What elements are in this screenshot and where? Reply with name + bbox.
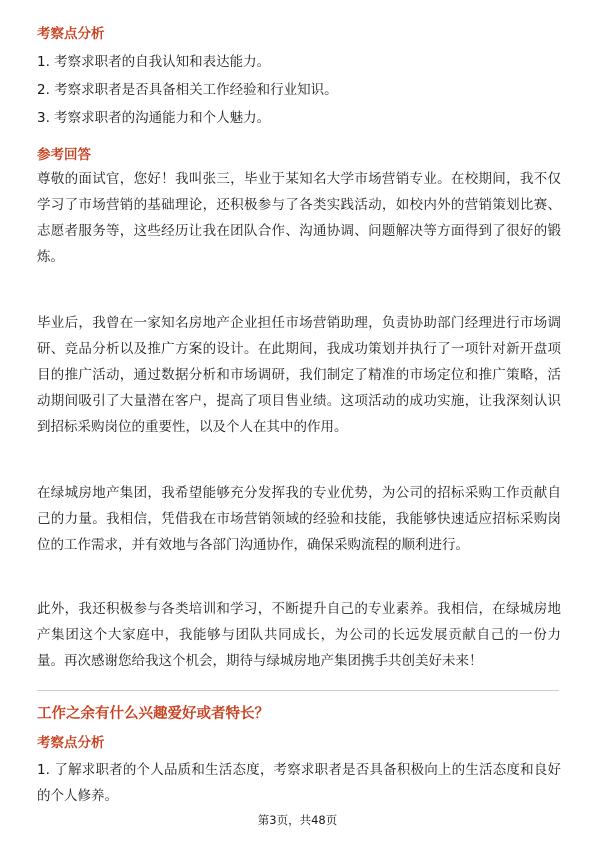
- answer-paragraph: 毕业后，我曾在一家知名房地产企业担任市场营销助理，负责协助部门经理进行市场调研、竞品分析以及推广方案的设计。在此期间，我成功策划并执行了一项针对新开盘项目的推广活动，通过数据分析和市场调研，我们制定了精准的市场定位和推广策略，活动期间吸引了大量潜在客户，提高了项目售业绩。这项活动的成功实施，让我深刻认识到招标采购岗位的重要性，以及个人在其中的作用。: [37, 315, 561, 435]
- list-item: 3. 考察求职者的沟通能力和个人魅力。: [37, 110, 271, 126]
- analysis-label: 考察点分析: [37, 26, 105, 42]
- answer-paragraph: 此外，我还积极参与各类培训和学习，不断提升自己的专业素养。我相信，在绿城房地产集团这个大家庭中，我能够与团队共同成长，为公司的长远发展贡献自己的一份力量。再次感谢您给我这个机会，期待与绿城房地产集团携手共创美好未来！: [37, 601, 561, 669]
- question-heading: 工作之余有什么兴趣爱好或者特长？: [37, 706, 269, 722]
- list-item: 1. 了解求职者的个人品质和生活态度，考察求职者是否具备积极向上的生活态度和良好的个人修养。: [37, 762, 561, 804]
- answer-label: 参考回答: [37, 147, 91, 163]
- list-item: 1. 考察求职者的自我认知和表达能力。: [37, 54, 271, 70]
- answer-paragraph: 在绿城房地产集团，我希望能够充分发挥我的专业优势，为公司的招标采购工作贡献自己的力量。我相信，凭借我在市场营销领域的经验和技能，我能够快速适应招标采购岗位的工作需求，并有效地与各部门沟通协作，确保采购流程的顺利进行。: [37, 485, 561, 553]
- page-number: 第3页，共48页: [257, 813, 338, 827]
- list-item: 2. 考察求职者是否具备相关工作经验和行业知识。: [37, 82, 338, 98]
- section-divider: [37, 690, 559, 691]
- answer-paragraph: 尊敬的面试官，您好！我叫张三，毕业于某知名大学市场营销专业。在校期间，我不仅学习了市场营销的基础理论，还积极参与了各类实践活动，如校内外的营销策划比赛、志愿者服务等，这些经历让我在团队合作、沟通协调、问题解决等方面得到了很好的锻炼。: [37, 171, 561, 265]
- analysis-label: 考察点分析: [37, 735, 105, 751]
